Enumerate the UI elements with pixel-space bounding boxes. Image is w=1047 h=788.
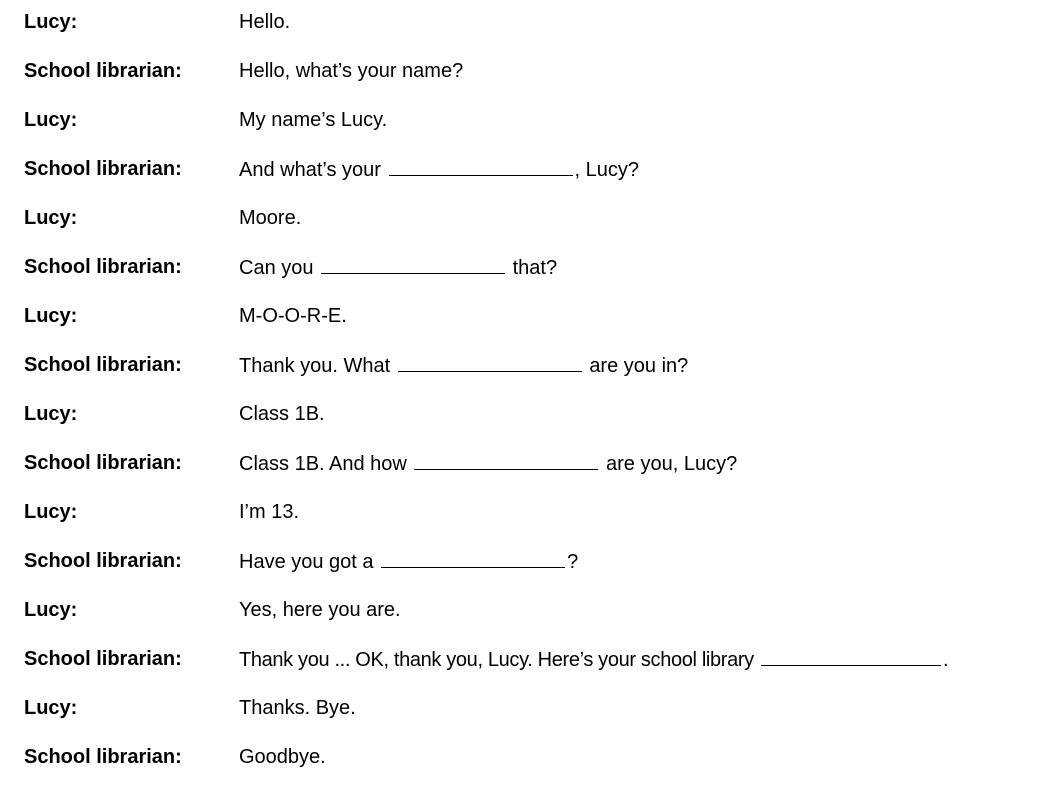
speaker-name: School librarian: [24,746,182,768]
speaker-name: School librarian: [24,354,182,376]
line-text: ? [567,551,579,573]
speaker-name: School librarian: [24,550,182,572]
dialogue-row [0,7,1047,37]
line-text: Moore. [239,207,302,229]
dialogue-row [0,497,1047,527]
speaker-name: Lucy: [24,207,78,229]
dialogue-line [239,7,290,37]
line-text: Yes, here you are. [239,599,401,621]
line-text: Hello. [239,11,291,33]
line-text: Hello, what’s your name? [239,60,464,82]
line-text: Have you got a [239,551,374,573]
answer-blank[interactable] [414,448,598,470]
speaker-name: Lucy: [24,403,78,425]
dialogue-row [0,742,1047,772]
dialogue-line [239,203,301,233]
speaker-name: Lucy: [24,109,78,131]
dialogue-line [239,105,387,135]
dialogue-row [0,301,1047,331]
line-text: , Lucy? [574,159,639,181]
speaker-name: Lucy: [24,305,78,327]
speaker-name: School librarian: [24,60,182,82]
dialogue-line [239,693,356,723]
dialogue-row [0,350,1047,380]
dialogue-row [0,252,1047,282]
speaker-name: Lucy: [24,599,78,621]
dialogue-row [0,154,1047,184]
line-text: And what’s your [239,159,381,181]
answer-blank[interactable] [761,644,941,666]
line-text: Thanks. Bye. [239,697,356,719]
dialogue-row [0,105,1047,135]
speaker-name: School librarian: [24,158,182,180]
speaker-name: School librarian: [24,452,182,474]
line-text: . [943,649,949,671]
answer-blank[interactable] [398,350,582,372]
dialogue-line [239,742,326,772]
answer-blank[interactable] [321,252,505,274]
dialogue-line [239,56,463,86]
speaker-name: Lucy: [24,697,78,719]
dialogue-line [239,350,688,381]
dialogue-line [239,252,557,283]
dialogue-row [0,399,1047,429]
dialogue-line [239,546,578,577]
line-text: I’m 13. [239,501,300,523]
dialogue-line [239,154,639,185]
speaker-name: School librarian: [24,648,182,670]
dialogue-row [0,546,1047,576]
dialogue-row [0,56,1047,86]
dialogue-line [239,448,737,479]
line-text: that? [512,257,558,279]
line-text: Goodbye. [239,746,326,768]
line-text: are you in? [589,355,689,377]
line-text: M-O-O-R-E. [239,305,347,327]
line-text: Class 1B. [239,403,325,425]
speaker-name: School librarian: [24,256,182,278]
line-text: Thank you ... OK, thank you, Lucy. Here’s your school library [239,649,754,671]
line-text: Class 1B. And how [239,453,407,475]
dialogue-line [239,399,325,429]
answer-blank[interactable] [381,546,565,568]
dialogue-row [0,203,1047,233]
dialogue-row [0,448,1047,478]
dialogue-line [239,301,347,331]
dialogue-line [239,497,299,527]
answer-blank[interactable] [389,154,573,176]
dialogue-line [239,644,948,675]
line-text: Thank you. What [239,355,391,377]
dialogue-row [0,693,1047,723]
dialogue-row [0,644,1047,674]
line-text: Can you [239,257,314,279]
speaker-name: Lucy: [24,11,78,33]
dialogue-row [0,595,1047,625]
speaker-name: Lucy: [24,501,78,523]
dialogue-line [239,595,401,625]
line-text: My name’s Lucy. [239,109,388,131]
line-text: are you, Lucy? [606,453,738,475]
